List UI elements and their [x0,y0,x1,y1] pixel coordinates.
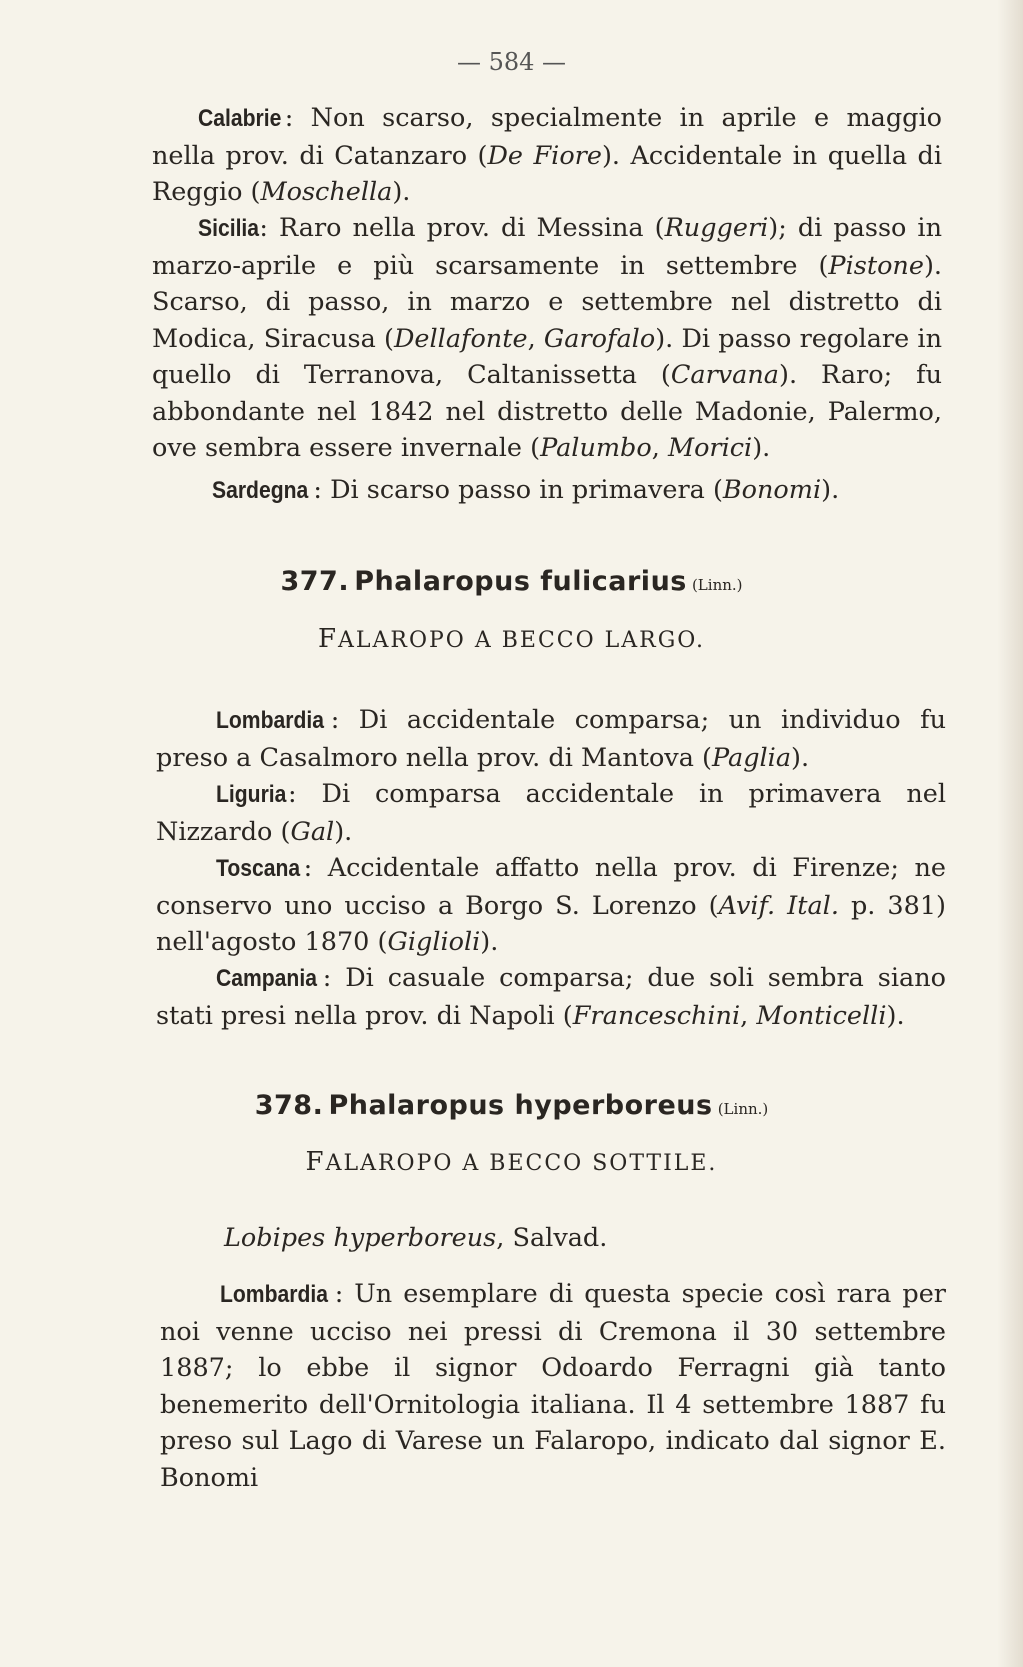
paragraph-lombardia: Lombardia : Di accidentale comparsa; un individuo fu preso a Casalmoro nella prov. di Mantova (Paglia). [156,705,946,773]
species-number: 378. [254,1090,324,1121]
citation: Bonomi [722,475,822,505]
citation: Morici [667,433,753,463]
paragraph-calabrie: Calabrie : Non scarso, specialmente in aprile e maggio nella prov. di Catanzaro (De Fiore). Accidentale in quella di Reggio (Moschella). [152,103,942,207]
region-label: Toscana [216,855,301,882]
paragraph-sicilia: Sicilia: Raro nella prov. di Messina (Ruggeri); di passo in marzo-aprile e più scarsamente in settembre (Pistone). Scarso, di passo, in marzo e settembre nel distretto di Modica, Siracusa (Dellafonte, Garofalo). Di passo regolare in quello di Terranova, Caltanissetta (Carvana). Raro; fu abbondante nel 1842 nel distretto delle Madonie, Palermo, ove sembra essere invernale (Palumbo, Morici). [152,213,943,463]
citation: Monticelli [756,1000,887,1031]
citation: Ruggeri [664,213,769,243]
common-name-378: FALAROPO A BECCO SOTTILE. [305,1147,718,1177]
common-name-377: FALAROPO A BECCO LARGO. [317,624,706,654]
citation: Garofalo [543,323,656,354]
page-number: — 584 — [456,48,567,76]
citation: Franceschini [572,1000,741,1031]
species-heading-378 [0,1090,1023,1121]
paragraph-toscana: Toscana : Accidentale affatto nella prov. di Firenze; ne conservo uno ucciso a Borgo S. Lorenzo (Avif. Ital. p. 381) nell'agosto 1870 (Giglioli). [156,853,946,957]
species-author: (Linn.) [717,1100,769,1118]
synonym-name: Lobipes hyperboreus [224,1223,497,1253]
region-label: Lombardia [216,707,324,734]
synonym-author: , Salvad. [496,1223,608,1253]
page-edge-shadow [997,0,1023,1667]
citation: Carvana [670,360,780,390]
species-name: Phalaropus hyperboreus [328,1090,713,1121]
citation: Giglioli [387,927,481,957]
region-label: Liguria [216,781,287,808]
species-author: (Linn.) [691,576,743,594]
paragraph-campania: Campania : Di casuale comparsa; due soli sembra siano stati presi nella prov. di Napoli (Franceschini, Monticelli). [156,963,946,1031]
citation: Avif. Ital. [718,890,839,921]
paragraph-liguria: Liguria: Di comparsa accidentale in primavera nel Nizzardo (Gal). [156,779,946,847]
citation: De Fiore [487,140,602,171]
region-label: Campania [216,965,317,992]
synonym-line [224,1220,1014,1257]
citation: Paglia [711,742,792,773]
species-number: 377. [280,566,350,597]
species-name: Phalaropus fulicarius [354,566,687,597]
region-label: Sardegna [212,477,309,504]
paragraph-lombardia-378: Lombardia : Un esemplare di questa specie così rara per noi venne ucciso nei pressi di Cremona il 30 settembre 1887; lo ebbe il signor Odoardo Ferragni già tanto benemerito dell'Ornitologia italiana. Il 4 settembre 1887 fu preso sul Lago di Varese un Falaropo, indicato dal signor E. Bonomi [160,1279,946,1493]
citation: Gal [290,816,335,847]
citation: Pistone [828,250,924,281]
region-label: Sicilia [198,215,260,242]
citation: Palumbo [540,433,652,463]
citation: Moschella [260,177,393,207]
citation: Dellafonte [393,323,528,354]
species-heading-377 [0,566,1023,597]
region-label: Calabrie [198,105,282,132]
paragraph-sardegna: Sardegna : Di scarso passo in primavera (Bonomi). [152,472,942,510]
region-label: Lombardia [220,1281,328,1308]
